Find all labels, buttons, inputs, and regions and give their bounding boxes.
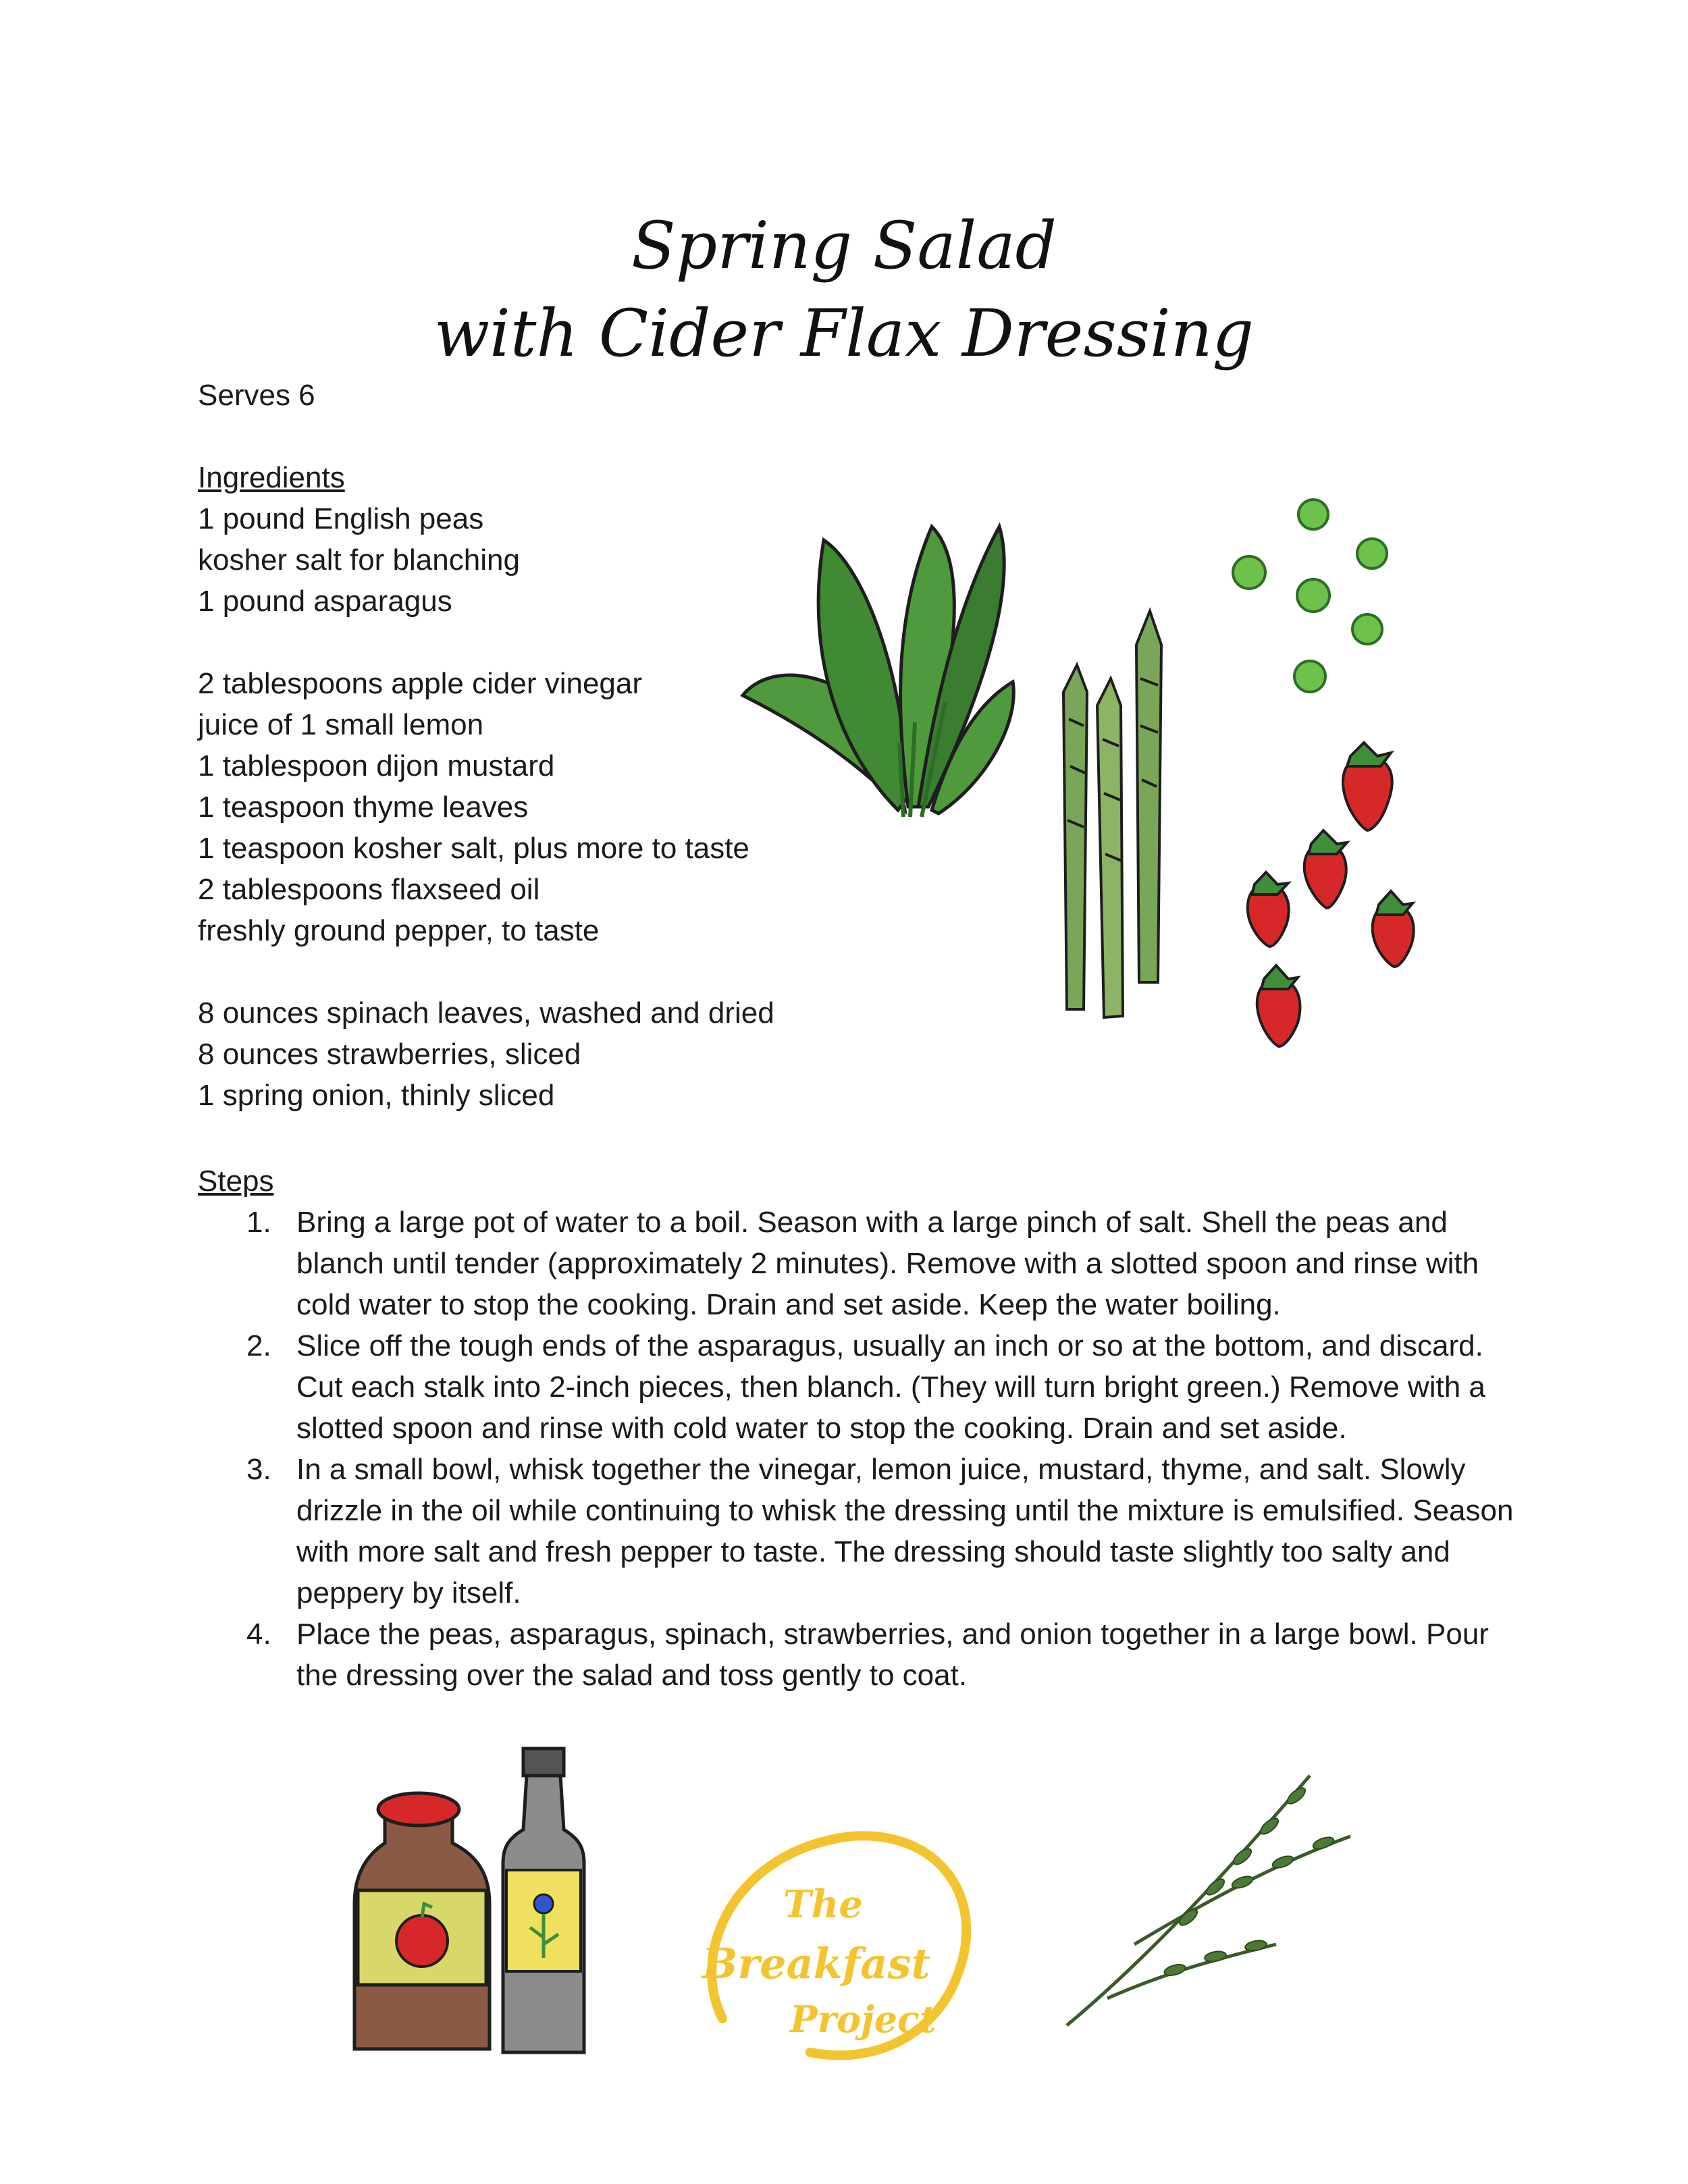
ingredient-item: 8 ounces strawberries, sliced [198, 1038, 581, 1071]
recipe-title-line1: Spring Salad [631, 208, 1057, 284]
spinach-illustration [729, 500, 1026, 824]
ingredient-item: 8 ounces spinach leaves, washed and dried [198, 996, 774, 1030]
asparagus-illustration [1050, 604, 1178, 1023]
strawberries-illustration [1229, 729, 1431, 1067]
peas-illustration [1229, 486, 1404, 702]
step-item [198, 1202, 1514, 1325]
ingredient-item: 1 teaspoon kosher salt, plus more to taste [198, 832, 749, 865]
serves-text: Serves 6 [198, 379, 315, 412]
ingredient-item: 2 tablespoons flaxseed oil [198, 873, 540, 906]
step-text: Bring a large pot of water to a boil. Season with a large pinch of salt. Shell the peas and blanch until tender (approximately 2 minutes). Remove with a slotted spoon and rinse with cold water to stop the cooking. Drain and set aside. Keep the water boiling. [296, 1206, 1479, 1321]
ingredients-group-3 [198, 992, 774, 1116]
ingredients-group-1 [198, 498, 520, 622]
ingredient-item: juice of 1 small lemon [198, 708, 484, 741]
ingredient-item: 1 pound English peas [198, 502, 484, 535]
ingredient-item: 1 spring onion, thinly sliced [198, 1079, 555, 1112]
step-text: Place the peas, asparagus, spinach, strawberries, and onion together in a large bowl. Pour the dressing over the salad and toss gently to coat. [296, 1618, 1489, 1692]
ingredient-item: 1 tablespoon dijon mustard [198, 749, 555, 782]
ingredient-item: 2 tablespoons apple cider vinegar [198, 667, 643, 700]
step-item [198, 1614, 1514, 1696]
ingredients-group-2 [198, 663, 749, 951]
ingredients-heading: Ingredients [198, 461, 345, 494]
ingredient-item: 1 teaspoon thyme leaves [198, 791, 529, 824]
vinegar-bottle-illustration [344, 1782, 500, 2059]
breakfast-project-logo [675, 1816, 999, 2073]
oil-bottle-illustration [496, 1742, 591, 2059]
step-number: 4. [246, 1618, 271, 1651]
logo-line-1: The [783, 1882, 864, 1927]
steps-list [198, 1202, 1514, 1696]
logo-line-2: Breakfast [702, 1939, 931, 1988]
recipe-title-line2: with Cider Flax Dressing [433, 296, 1254, 371]
step-text: In a small bowl, whisk together the vinegar, lemon juice, mustard, thyme, and salt. Slowly drizzle in the oil while continuing to whisk the dressing until the mixture is emulsified. Season with more salt and fresh pepper to taste. The dressing should taste slightly too salty and peppery by itself. [296, 1453, 1514, 1609]
logo-line-3: Project [790, 1998, 937, 2041]
step-item [198, 1325, 1514, 1449]
step-number: 3. [246, 1453, 271, 1486]
step-number: 1. [246, 1206, 271, 1239]
ingredient-item: 1 pound asparagus [198, 585, 452, 618]
ingredient-item: freshly ground pepper, to taste [198, 914, 600, 947]
thyme-illustration [1053, 1755, 1364, 2039]
ingredient-item: kosher salt for blanching [198, 543, 520, 577]
step-text: Slice off the tough ends of the asparagus, usually an inch or so at the bottom, and discard. Cut each stalk into 2-inch pieces, then blanch. (They will turn bright green.) Remove with a slotted spoon and rinse with cold water to stop the cooking. Drain and set aside. [296, 1329, 1485, 1445]
step-item [198, 1449, 1514, 1614]
step-number: 2. [246, 1329, 271, 1362]
steps-heading: Steps [198, 1165, 274, 1198]
